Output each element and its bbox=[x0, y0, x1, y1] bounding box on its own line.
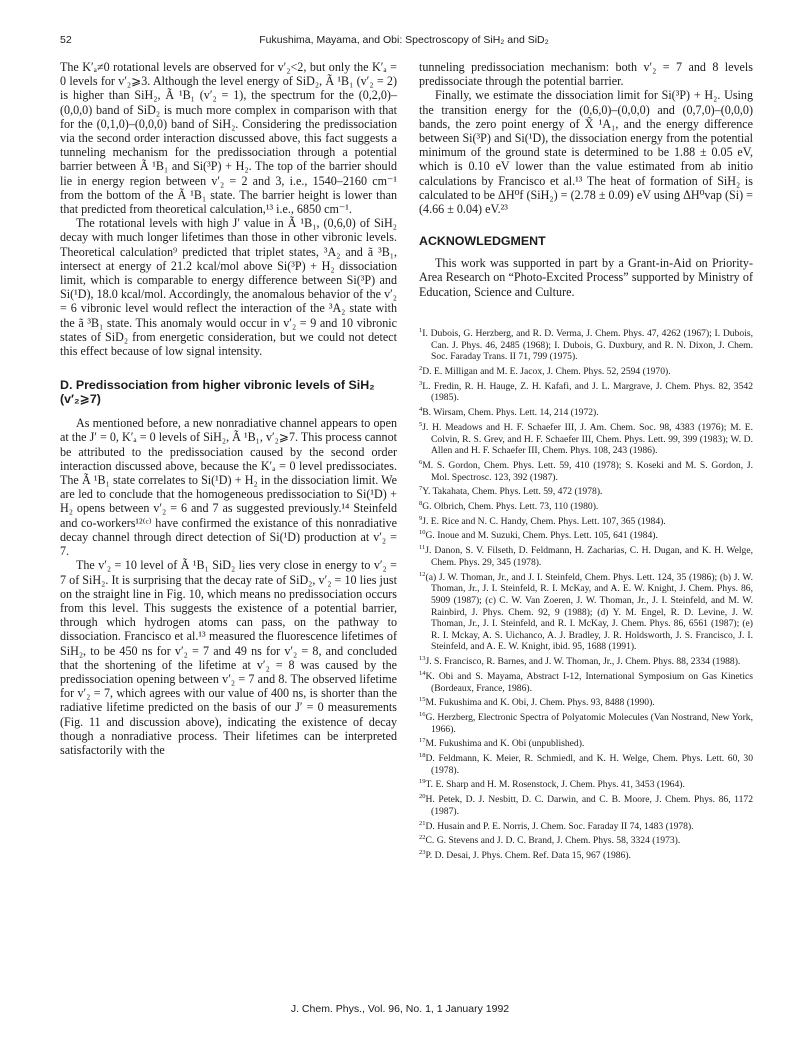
reference-text: D. Husain and P. E. Norris, J. Chem. Soc. Faraday II 74, 1483 (1978). bbox=[425, 820, 694, 832]
reference-item bbox=[419, 542, 753, 568]
reference-item bbox=[419, 527, 753, 542]
reference-text: I. Dubois, G. Herzberg, and R. D. Verma, J. Chem. Phys. 47, 4262 (1967); I. Dubois, Can. J. Phys. 46, 2485 (1968); I. Dubois, G. Duxbury, and R. N. Dixon, J. Chem. Soc. Faraday Trans. II 71, 799 (1975). bbox=[422, 328, 753, 363]
reference-number: 10 bbox=[419, 529, 426, 537]
reference-text: M. Fukushima and K. Obi (unpublished). bbox=[425, 738, 585, 750]
reference-number: 4 bbox=[419, 405, 423, 413]
reference-number: 3 bbox=[419, 379, 423, 387]
reference-text: G. Olbrich, Chem. Phys. Lett. 73, 110 (1980). bbox=[422, 501, 599, 513]
reference-item bbox=[419, 735, 753, 750]
reference-text: M. Fukushima and K. Obi, J. Chem. Phys. 93, 8488 (1990). bbox=[425, 697, 655, 709]
reference-item bbox=[419, 483, 753, 498]
reference-text: B. Wirsam, Chem. Phys. Lett. 14, 214 (1972). bbox=[422, 407, 599, 419]
reference-text: L. Fredin, R. H. Hauge, Z. H. Kafafi, and J. L. Margrave, J. Chem. Phys. 82, 3542 (1985). bbox=[422, 380, 753, 404]
reference-number: 2 bbox=[419, 364, 423, 372]
reference-text: D. E. Milligan and M. E. Jacox, J. Chem. Phys. 52, 2594 (1970). bbox=[422, 366, 671, 377]
reference-item bbox=[419, 513, 753, 528]
running-title: Fukushima, Mayama, and Obi: Spectroscopy of SiH₂ and SiD₂ bbox=[259, 34, 549, 46]
reference-number: 6 bbox=[419, 458, 423, 466]
reference-text: C. G. Stevens and J. D. C. Brand, J. Chem. Phys. 58, 3324 (1973). bbox=[425, 835, 681, 847]
reference-text: H. Petek, D. J. Nesbitt, D. C. Darwin, and C. B. Moore, J. Chem. Phys. 86, 1172 (1987). bbox=[425, 794, 753, 817]
reference-text: J. S. Francisco, R. Barnes, and J. W. Thoman, Jr., J. Chem. Phys. 88, 2334 (1988). bbox=[425, 656, 741, 668]
paragraph: tunneling predissociation mechanism: both v′₂ = 7 and 8 levels predissociate through the potential barrier. bbox=[419, 60, 753, 89]
reference-number: 1 bbox=[419, 326, 423, 334]
reference-number: 15 bbox=[419, 696, 426, 704]
reference-number: 22 bbox=[419, 834, 426, 842]
reference-text: G. Inoue and M. Suzuki, Chem. Phys. Lett. 105, 641 (1984). bbox=[425, 530, 658, 542]
section-heading: D. Predissociation from higher vibronic levels of SiH₂ (v′₂⩾7) bbox=[60, 378, 375, 407]
reference-number: 18 bbox=[419, 752, 426, 760]
reference-item bbox=[419, 378, 753, 404]
reference-item bbox=[419, 363, 753, 378]
page-footer: J. Chem. Phys., Vol. 96, No. 1, 1 January 1992 bbox=[290, 1003, 510, 1015]
paragraph: The K′ₐ≠0 rotational levels are observed for v′₂<2, but only the K′ₐ = 0 levels for v′₂⩾3. Although the level energy of SiD₂, Ã ¹B₁ (v′₂ = 2) is higher than SiH₂, Ã ¹B₁ (v′₂ = 1), the spectrum for the (0,2,0)–(0,0,0) band of SiD₂ is much more complex in comparison with that for the (0,1,0)–(0,0,0) band of SiH₂. Considering the predissociation via the second order interaction discussed above, this fact suggests a tunneling mechanism for the predissociation through a potential barrier between Ã ¹B₁ and Si(³P) + H₂. The top of the barrier should lie in energy region between v′₂ = 2 and 3, i.e., 1540–2160 cm⁻¹ from the bottom of the Ã ¹B₁ state. The barrier height is lower than that predicted from theoretical calculation,¹³ i.e., 6850 cm⁻¹. bbox=[60, 60, 397, 217]
reference-number: 23 bbox=[419, 849, 426, 857]
reference-number: 20 bbox=[419, 793, 426, 801]
reference-text: J. Danon, S. V. Filseth, D. Feldmann, H. Zacharias, C. H. Dugan, and K. H. Welge, Chem. Phys. 29, 345 (1978). bbox=[425, 545, 753, 568]
reference-item bbox=[419, 832, 753, 847]
left-column bbox=[60, 60, 397, 757]
paragraph: Finally, we estimate the dissociation limit for Si(³P) + H₂. Using the transition energy for the (0,6,0)–(0,0,0) and (0,7,0)–(0,0,0) bands, the zero point energy of X̃ ¹A₁, and the energy difference between Si(³P) and Si(¹D), the dissociation energy from the potential minimum of the ground state is determined to be 1.88 ± 0.05 eV, which is 0.10 eV lower than the value estimated from ab initio calculations by Francisco et al.¹³ The heat of formation of SiH₂ is calculated to be ΔH⁰f (SiH₂) = (2.78 ± 0.09) eV using ΔH⁰vap (Si) = (4.66 ± 0.04) eV.²³ bbox=[419, 88, 753, 217]
right-column bbox=[419, 60, 753, 862]
page-number: 52 bbox=[60, 34, 72, 46]
paragraph: The rotational levels with high J′ value in Ã ¹B₁, (0,6,0) of SiH₂ decay with much longer lifetimes than those in other vibronic levels. Theoretical calculation⁹ predicted that triplet states, ³A₂ and ã ³B₁, intersect at energy of 21.2 kcal/mol above Si(³P) + H₂ dissociation limit, which is comparable to energy difference between Si(³P) and Si(¹D), 18.0 kcal/mol. Accordingly, the anomalous behavior of the v′₂ = 6 vibronic level would reflect the interaction of the ³A₂ state with the ã ³B₁ state. This anomaly would occur in v′₂ = 9 and 10 vibronic states of SiD₂ from energetic consideration, but we could not detect this effect because of low signal intensity. bbox=[60, 216, 397, 359]
reference-text: G. Herzberg, Electronic Spectra of Polyatomic Molecules (Van Nostrand, New York, 1966). bbox=[425, 712, 753, 735]
reference-number: 11 bbox=[419, 544, 426, 552]
reference-item bbox=[419, 750, 753, 776]
reference-number: 14 bbox=[419, 669, 426, 677]
acknowledgment-text: This work was supported in part by a Grant-in-Aid on Priority-Area Research on “Photo-Excited Process” supported by Ministry of Education, Science and Culture. bbox=[419, 256, 753, 299]
reference-number: 19 bbox=[419, 778, 426, 786]
reference-item bbox=[419, 404, 753, 419]
acknowledgment-heading: ACKNOWLEDGMENT bbox=[419, 234, 546, 249]
reference-item bbox=[419, 709, 753, 735]
reference-item bbox=[419, 847, 753, 862]
reference-text: D. Feldmann, K. Meier, R. Schmiedl, and K. H. Welge, Chem. Phys. Lett. 60, 30 (1978). bbox=[425, 753, 753, 776]
reference-item bbox=[419, 791, 753, 817]
reference-number: 12 bbox=[419, 570, 426, 578]
paragraph: As mentioned before, a new nonradiative channel appears to open at the J′ = 0, K′ₐ = 0 levels of SiH₂, Ã ¹B₁, v′₂⩾7. This process cannot be attributed to the predissociation caused by the second order interaction discussed above, because the K′ₐ = 0 level predissociates. The Ã ¹B₁ state correlates to Si(¹D) + H₂ in the dissociation limit. We are led to conclude that the homogeneous predissociation to Si(¹D) + H₂ opens between v′₂ = 6 and 7 as suggested previously.¹⁴ Steinfeld and co-workers¹²⁽ᶜ⁾ have confirmed the existance of this nonradiative decay channel through direct detection of Si(¹D) production at v′₂ = 7. bbox=[60, 416, 397, 559]
reference-item bbox=[419, 694, 753, 709]
reference-number: 9 bbox=[419, 514, 423, 522]
reference-text: (a) J. W. Thoman, Jr., and J. I. Steinfeld, Chem. Phys. Lett. 124, 35 (1986); (b) J. W. Thoman, Jr., J. I. Steinfeld, R. I. McKay, and A. E. W. Knight, J. Chem. Phys. 86, 5909 (1987); (c) C. W. Van Zoeren, J. W. Thoman, Jr., J. I. Steinfeld, and M. W. Rainbird, J. Phys. Chem. 92, 9 (1988); (d) Y. M. Engel, R. D. Levine, J. W. Thoman, Jr., J. I. Steinfeld, and R. I. McKay, J. Chem. Phys. 86, 6561 (1987); (e) R. I. Mckay, A. S. Uichanco, A. J. Bradley, J. R. Holdsworth, J. S. Francisco, J. I. Steinfeld, and A. E. W. Knight, ibid. 95, 1688 (1991). bbox=[425, 571, 753, 653]
reference-text: J. H. Meadows and H. F. Schaefer III, J. Am. Chem. Soc. 98, 4383 (1976); M. E. Colvin, R. S. Grev, and H. F. Schaefer III, Chem. Phys. Lett. 99, 399 (1983); W. D. Allen and H. F. Schaefer III, Chem. Phys. 108, 243 (1986). bbox=[422, 421, 753, 457]
page-header bbox=[60, 34, 748, 50]
reference-text: Y. Takahata, Chem. Phys. Lett. 59, 472 (1978). bbox=[422, 486, 603, 498]
reference-text: P. D. Desai, J. Phys. Chem. Ref. Data 15, 967 (1986). bbox=[425, 850, 631, 862]
reference-item bbox=[419, 776, 753, 791]
reference-text: T. E. Sharp and H. M. Rosenstock, J. Chem. Phys. 41, 3453 (1964). bbox=[425, 779, 685, 791]
reference-number: 5 bbox=[419, 420, 423, 428]
paragraph: The v′₂ = 10 level of Ã ¹B₁ SiD₂ lies very close in energy to v′₂ = 7 of SiH₂. It is surprising that the decay rate of SiD₂, v′₂ = 10 lies just on the straight line in Fig. 10, which means no predissociation occurs from this level. This suggests the existence of a potential barrier, through which hydrogen atoms can pass, on the pathway to dissociation. Francisco et al.¹³ measured the fluorescence lifetimes of SiH₂, to be 450 ns for v′₂ = 7 and 49 ns for v′₂ = 8, and concluded that the shortening of the lifetime at v′₂ = 8 was caused by the predissociation opening between v′₂ = 7 and 8. The observed lifetime for v′₂ = 7, which agrees with our value of 400 ns, is shorter than the radiative lifetime predicted on the basis of our J′ = 0 measurements (Fig. 11 and discussion above), indicating the existence of decay though a nonradiative process. Their lifetimes can be interpreted satisfactorily with the bbox=[60, 558, 397, 757]
reference-item bbox=[419, 457, 753, 483]
reference-item bbox=[419, 498, 753, 513]
reference-text: J. E. Rice and N. C. Handy, Chem. Phys. Lett. 107, 365 (1984). bbox=[422, 515, 666, 527]
reference-text: K. Obi and S. Mayama, Abstract I-12, International Symposium on Gas Kinetics (Bordeaux, France, 1986). bbox=[425, 670, 753, 694]
reference-item bbox=[419, 419, 753, 457]
reference-number: 7 bbox=[419, 485, 423, 493]
reference-list bbox=[419, 325, 753, 862]
reference-number: 21 bbox=[419, 819, 426, 827]
reference-item bbox=[419, 818, 753, 833]
reference-item bbox=[419, 569, 753, 653]
reference-number: 17 bbox=[419, 737, 426, 745]
reference-number: 16 bbox=[419, 710, 426, 718]
reference-number: 13 bbox=[419, 654, 426, 662]
reference-item bbox=[419, 653, 753, 668]
reference-text: M. S. Gordon, Chem. Phys. Lett. 59, 410 (1978); S. Koseki and M. S. Gordon, J. Mol. Spectrosc. 123, 392 (1987). bbox=[422, 459, 753, 483]
reference-number: 8 bbox=[419, 499, 423, 507]
reference-item bbox=[419, 325, 753, 363]
reference-item bbox=[419, 668, 753, 694]
